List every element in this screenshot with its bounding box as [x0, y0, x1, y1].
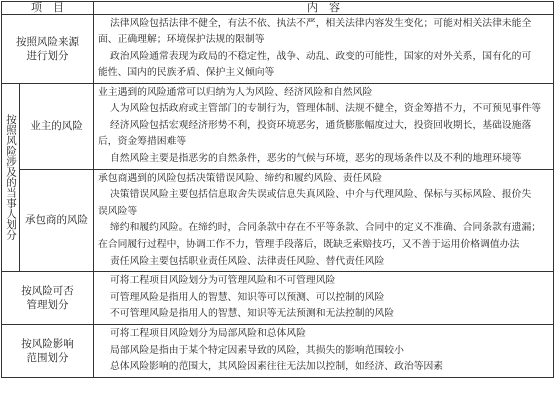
row-content-contractor: 承包商遇到的风险包括决策错误风险、缔约和履约风险、责任风险 决策错误风险主要包括信息取舍失误或信息失真风险、中介与代理风险、保标与买标风险、报价失 误风险等 缔约和履约风险。在缔约时，合同条款中存在不平等条款、合同中的定义不准确、合同条款有遗漏； 在合同履行过程中，协调工作不力，管理手段落后，既缺乏索赔技巧，又不善于运用价格调值办法 责任风险主要包括职业责任风险、法律责任风险、替代责任风险 — [94, 169, 554, 272]
row-content-scope: 可将工程项目风险划分为局部风险和总体风险 局部风险是指由于某个特定因素导致的风险，其损失的影响范围较小 总体风险影响的范围大，其风险因素往往无法加以控制，如经济、政治等因素 — [94, 324, 554, 377]
table-header-row — [2, 2, 554, 15]
table-row — [2, 83, 554, 169]
row-label-owner: 业主的风险 — [20, 83, 94, 169]
row-label-contractor: 承包商的风险 — [20, 169, 94, 272]
row-label-manageability: 按风险可否 管理划分 — [2, 272, 94, 325]
risk-classification-table — [1, 1, 554, 378]
table-row — [2, 15, 554, 84]
row-content-source: 法律风险包括法律不健全，有法不依、执法不严，相关法律内容发生变化；可能对相关法律未能全 面、正确理解；环境保护法规的限制等 政治风险通常表现为政局的不稳定性，战争、动乱、政变的可能性，国家的对外关系，国有化的可 能性、国内的民族矛盾、保护主义倾向等 — [94, 15, 554, 84]
header-content: 内 容 — [94, 2, 554, 15]
row-group-label-parties: 按照风险涉及的当事人划分 — [2, 83, 20, 272]
row-label-scope: 按风险影响 范围划分 — [2, 324, 94, 377]
row-label-source: 按照风险来源 进行划分 — [2, 15, 94, 84]
header-item: 项 目 — [2, 2, 94, 15]
row-content-manageability: 可将工程项目风险划分为可管理风险和不可管理风险 可管理风险是指用人的智慧、知识等可以预测、可以控制的风险 不可管理风险是指用人的智慧、知识等无法预测和无法控制的风险 — [94, 272, 554, 325]
table-row — [2, 272, 554, 325]
row-content-owner: 业主遇到的风险通常可以归纳为人为风险、经济风险和自然风险 人为风险包括政府或主管部门的专制行为，管理体制、法规不健全，资金筹措不力，不可预见事件等 经济风险包括宏观经济形势不利，投资环境恶劣，通货膨胀幅度过大，投资回收期长，基础设施落 后，资金筹措困难等 自然风险主要是指恶劣的自然条件，恶劣的气候与环境，恶劣的现场条件以及不利的地理环境等 — [94, 83, 554, 169]
table-row — [2, 324, 554, 377]
table-row — [2, 169, 554, 272]
